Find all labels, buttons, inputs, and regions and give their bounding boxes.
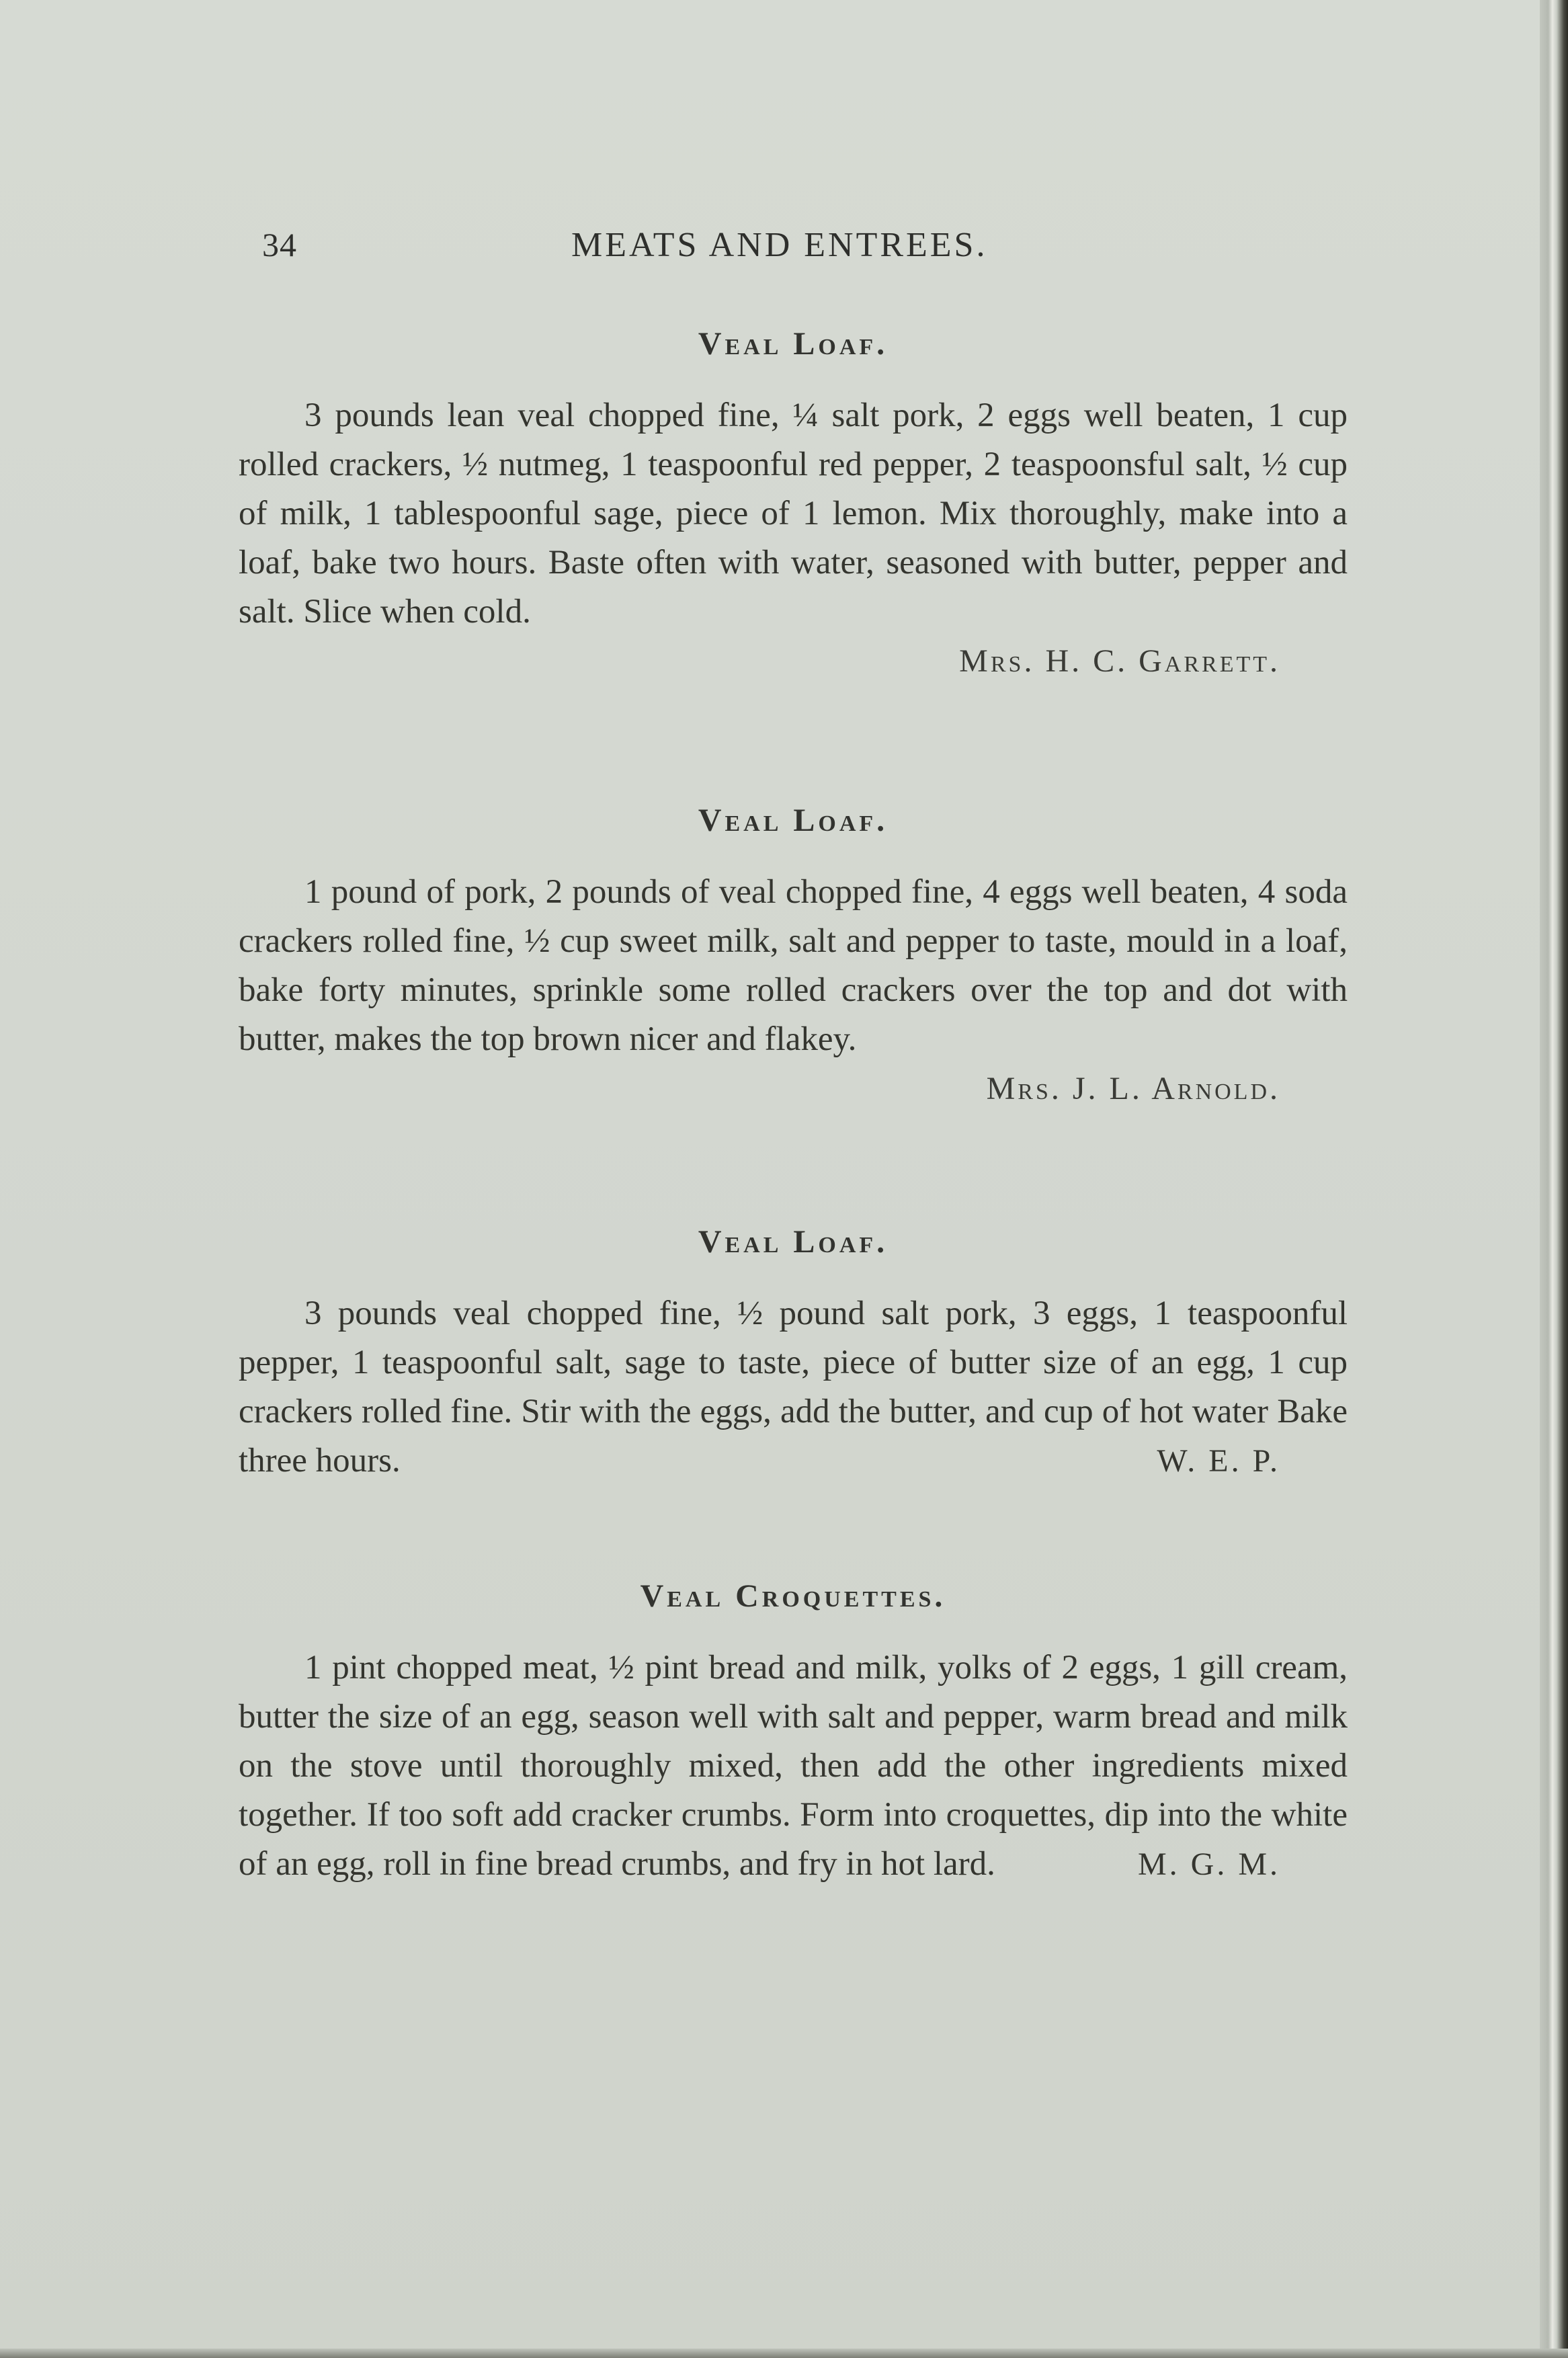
recipe-veal-croquettes (239, 1573, 1348, 1889)
binding-edge (1540, 0, 1568, 2358)
recipe-body-text: 3 pounds veal chopped fine, ½ pound salt pork, 3 eggs, 1 teaspoonful pepper, 1 teaspoonful salt, sage to taste, piece of butter size of an egg, 1 cup crackers rolled fine. Stir with the eggs, add the butter, and cup of hot water Bake three hours. (239, 1295, 1348, 1479)
recipe-attribution: Mrs. H. C. Garrett. (959, 643, 1280, 679)
recipe-veal-loaf-3 (239, 1219, 1348, 1486)
recipe-title: Veal Croquettes. (640, 1578, 946, 1614)
page-bottom-edge (0, 2349, 1568, 2358)
running-head (262, 225, 1351, 272)
recipe-attribution: Mrs. J. L. Arnold. (986, 1071, 1280, 1106)
recipe-body: 1 pound of pork, 2 pounds of veal chopped fine, 4 eggs well beaten, 4 soda crackers rolled fine, ½ cup sweet milk, salt and pepper to taste, mould in a loaf, bake forty minutes, sprinkle some rolled crackers over the top and dot with butter, makes the top brown nicer and flakey. (239, 873, 1348, 1058)
recipe-title: Veal Loaf. (698, 803, 889, 838)
recipe-body (239, 1289, 1348, 1486)
recipe-veal-loaf-2 (239, 797, 1348, 1113)
section-title: MEATS AND ENTREES. (571, 226, 988, 264)
page-number: 34 (262, 226, 297, 263)
recipe-veal-loaf-1 (239, 321, 1348, 686)
recipe-body (239, 1643, 1348, 1889)
recipe-title: Veal Loaf. (698, 1224, 889, 1260)
recipe-body-text: 1 pint chopped meat, ½ pint bread and milk, yolks of 2 eggs, 1 gill cream, butter the size of an egg, season well with salt and pepper, warm bread and milk on the stove until thoroughly mixed, then add the other ingredients mixed together. If too soft add cracker crumbs. Form into croquettes, dip into the white of an egg, roll in fine bread crumbs, and fry in hot lard. (239, 1649, 1348, 1883)
recipe-title: Veal Loaf. (698, 326, 889, 362)
recipe-attribution: W. E. P. (1157, 1443, 1280, 1479)
recipe-attribution: M. G. M. (1137, 1846, 1280, 1882)
recipe-body: 3 pounds lean veal chopped fine, ¼ salt pork, 2 eggs well beaten, 1 cup rolled crackers, ½ nutmeg, 1 teaspoonful red pepper, 2 teaspoonsful salt, ½ cup of milk, 1 tablespoonful sage, piece of 1 lemon. Mix thoroughly, make into a loaf, bake two hours. Baste often with water, seasoned with butter, pepper and salt. Slice when cold. (239, 397, 1348, 631)
